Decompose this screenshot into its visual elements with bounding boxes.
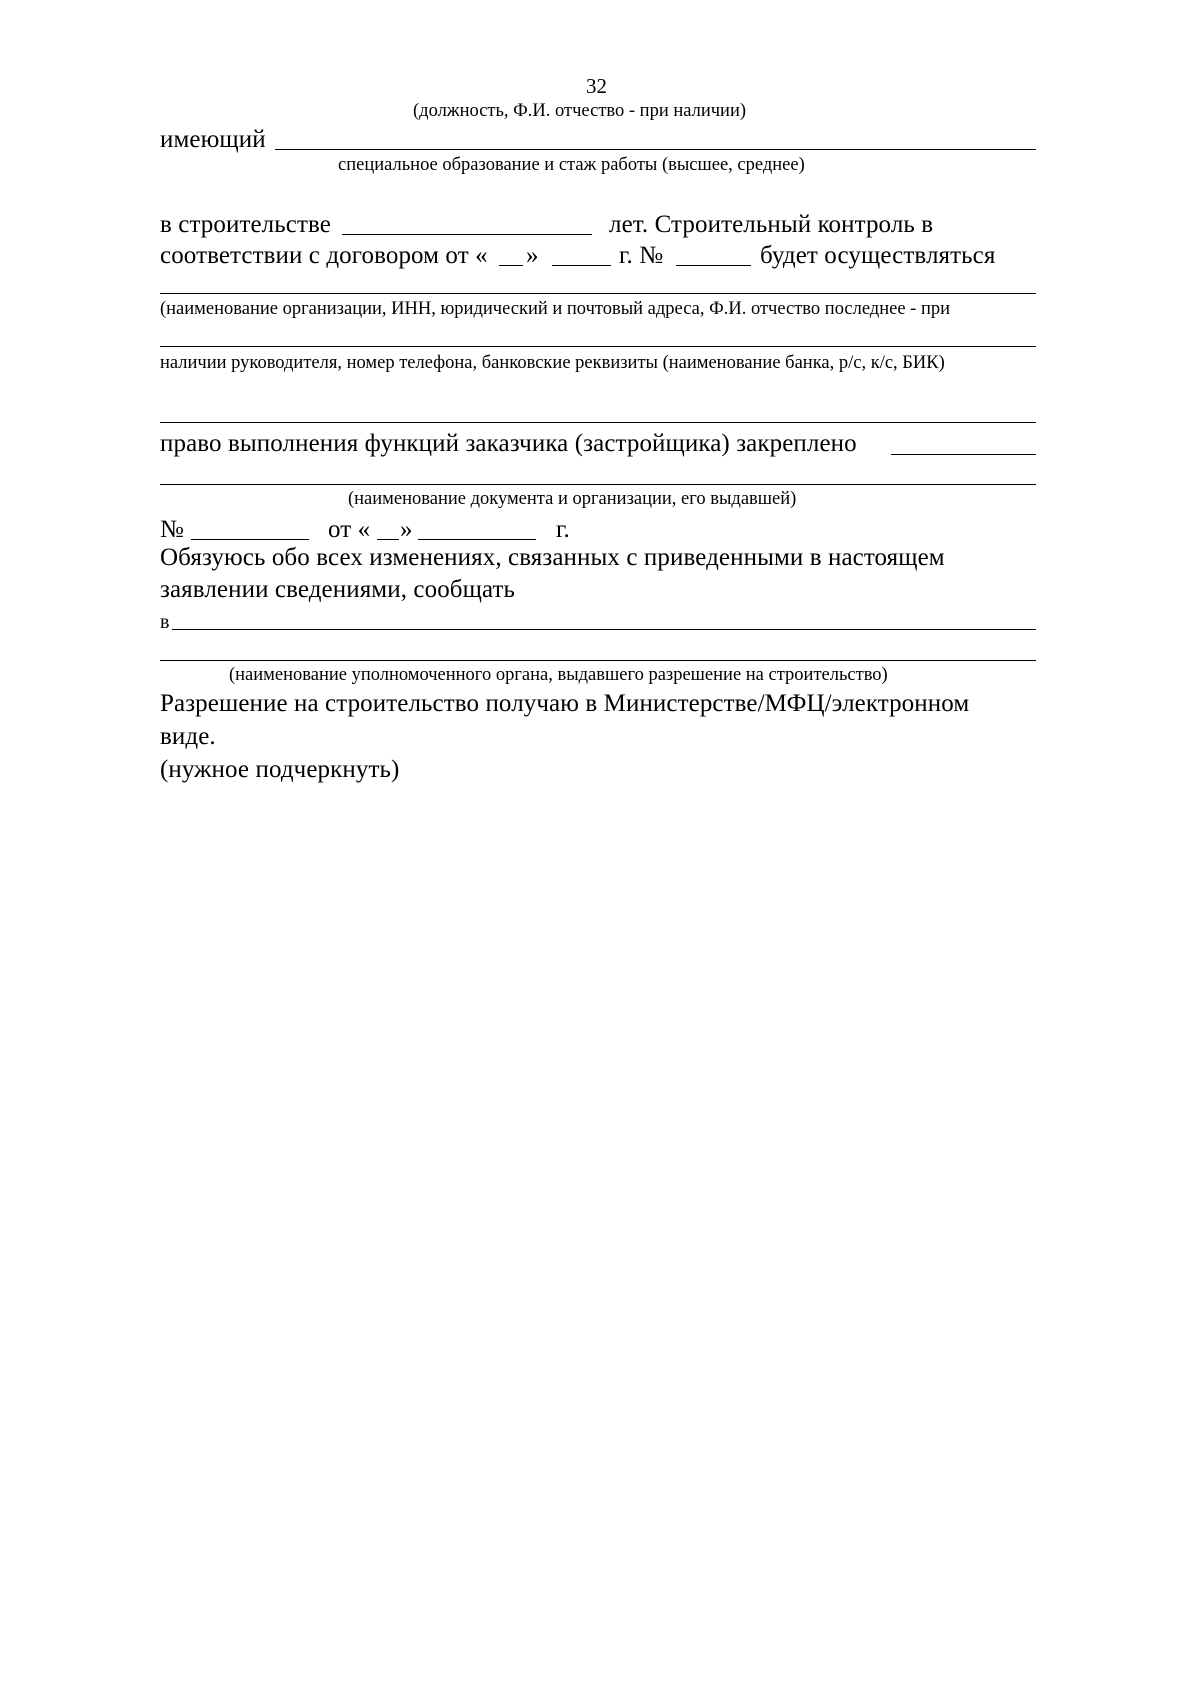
text-will-be-done: будет осуществляться [760, 242, 996, 269]
experience-years-field-line[interactable] [342, 234, 592, 235]
caption-document: (наименование документа и организации, его выдавшей) [348, 489, 797, 509]
contract-month-field-line[interactable] [552, 265, 611, 266]
label-year: г. [556, 516, 570, 543]
text-underline-needed: (нужное подчеркнуть) [160, 756, 400, 783]
caption-education: специальное образование и стаж работы (высшее, среднее) [338, 155, 805, 175]
document-day-field-line[interactable] [377, 539, 399, 540]
organization-field-line-2[interactable] [160, 346, 1036, 347]
label-no: № [160, 516, 184, 543]
authority-field-line-1[interactable] [172, 629, 1036, 630]
document-month-field-line[interactable] [418, 539, 536, 540]
caption-authority: (наименование уполномоченного органа, выдавшего разрешение на строительство) [229, 665, 888, 685]
authority-field-line-2[interactable] [160, 660, 1036, 661]
contract-day-field-line[interactable] [499, 265, 523, 266]
label-having: имеющий [160, 126, 266, 153]
caption-org-line2: наличии руководителя, номер телефона, банковские реквизиты (наименование банка, р/с, к/с, БИК) [160, 353, 945, 373]
caption-org-line1: (наименование организации, ИНН, юридический и почтовый адреса, Ф.И. отчество последнее - при [160, 299, 951, 319]
contract-quote-close: » [526, 242, 539, 269]
organization-field-line-3[interactable] [160, 422, 1036, 423]
label-from: от « [328, 516, 371, 543]
label-quote-close: » [400, 516, 413, 543]
document-field-line[interactable] [160, 484, 1036, 485]
contract-number-field-line[interactable] [676, 265, 751, 266]
education-field-line[interactable] [275, 149, 1036, 150]
text-customer-rights: право выполнения функций заказчика (застройщика) закреплено [160, 430, 857, 457]
caption-position: (должность, Ф.И. отчество - при наличии) [413, 101, 747, 121]
text-year-no: г. № [619, 242, 664, 269]
document-number-field-line[interactable] [191, 539, 309, 540]
text-years-control: лет. Строительный контроль в [609, 211, 934, 238]
text-commit-line2: заявлении сведениями, сообщать [160, 576, 516, 603]
text-permit-line2: виде. [160, 723, 216, 750]
organization-field-line-1[interactable] [160, 293, 1036, 294]
label-in-construction: в строительстве [160, 211, 331, 238]
text-according-contract: соответствии с договором от « [160, 242, 488, 269]
customer-rights-field-line[interactable] [891, 454, 1036, 455]
text-commit-line1: Обязуюсь обо всех изменениях, связанных с приведенными в настоящем [160, 544, 945, 571]
page-number: 32 [586, 74, 607, 98]
label-in: в [160, 611, 170, 633]
text-permit-line1: Разрешение на строительство получаю в Министерстве/МФЦ/электронном [160, 690, 970, 717]
